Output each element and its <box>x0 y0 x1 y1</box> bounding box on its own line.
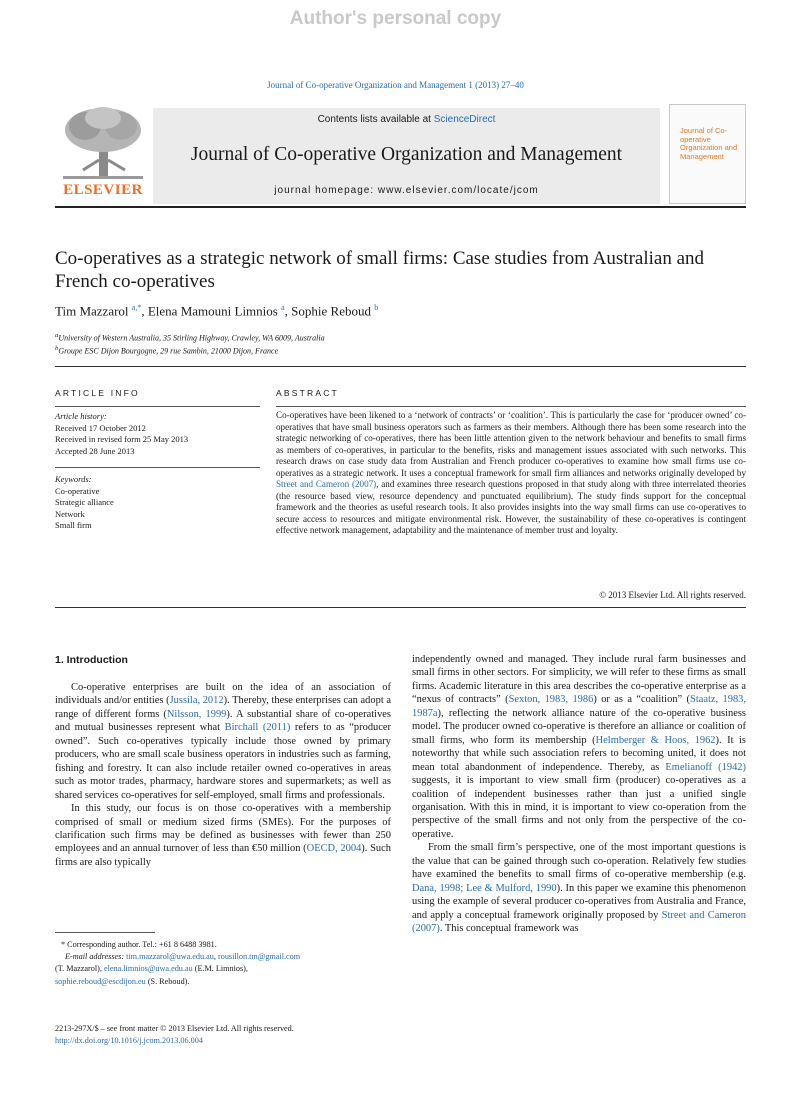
issn-line: 2213-297X/$ – see front matter © 2013 Elsevier Ltd. All rights reserved. <box>55 1024 294 1033</box>
citation-link[interactable]: Helmberger & Hoos, 1962 <box>595 734 716 746</box>
citation-link[interactable]: Dana, 1998; Lee & Mulford, 1990 <box>412 882 557 894</box>
email-label: E-mail addresses: <box>65 952 127 962</box>
keywords <box>55 474 114 532</box>
abstract-heading: ABSTRACT <box>276 388 339 398</box>
article-info-rule <box>55 467 260 468</box>
affiliation-mark: a <box>55 332 59 339</box>
footnote <box>55 939 391 988</box>
affiliation <box>55 332 325 343</box>
elsevier-tree-logo <box>55 104 151 204</box>
header-rule <box>55 206 746 208</box>
author-affiliation-mark[interactable]: b <box>374 303 379 312</box>
affiliation-text: Groupe ESC Dijon Bourgogne, 29 rue Sambin, 21000 Dijon, France <box>58 346 279 356</box>
author-note: (S. Reboud). <box>145 976 190 986</box>
history-label: Article history: <box>55 411 107 421</box>
article-title: Co-operatives as a strategic network of small firms: Case studies from Australian and French co-operatives <box>55 248 705 292</box>
text-run: ). Thereby, these enterprises can adopt a range of different forms ( <box>55 695 391 720</box>
email-link[interactable]: sophie.reboud@escdijon.eu <box>55 976 146 986</box>
author-affiliation-mark[interactable]: a,* <box>131 303 142 312</box>
keyword: Network <box>55 508 85 519</box>
paragraph <box>55 802 391 869</box>
corresponding-author-note: * Corresponding author. Tel.: +61 8 6488 3981. <box>61 940 217 949</box>
citation-link[interactable]: Emelianoff (1942) <box>665 761 746 773</box>
text-run: suggests, it is important to view small firm (producer) co-operatives as a coalition of independent businesses rather than just a unified single organisation. With this in mind, it is important to view co-operation from the perspective of the small firms and not only from the perspective of the co-operative. <box>412 775 746 840</box>
abstract-text <box>276 410 746 537</box>
text-run: ). Such firms are also typically <box>55 843 391 868</box>
citation-link[interactable]: Nilsson, 1999 <box>166 708 227 720</box>
body-column-left <box>55 681 391 869</box>
citation-link[interactable]: Street and Cameron (2007) <box>276 479 377 490</box>
journal-title: Journal of Co-operative Organization and Management <box>190 144 623 165</box>
author-name[interactable]: Tim Mazzarol <box>55 303 129 319</box>
contents-prefix: Contents lists available at <box>317 114 434 125</box>
footnote-rule <box>55 932 155 933</box>
author-note: (E.M. Limnios), <box>192 964 248 974</box>
text-run: . This conceptual framework was <box>439 923 579 935</box>
affiliation <box>55 345 278 356</box>
text-run: independently owned and managed. They include rural farm businesses and small firms in other sectors. For simplicity, we will refer to these firms as small firms. Academic literature in this area describes the co-operative enterprise as a “nexus of contracts” ( <box>412 654 746 706</box>
cover-title: Journal of Co-operative Organization and Management <box>680 126 738 161</box>
keyword: Small firm <box>55 520 92 530</box>
author-name[interactable]: Elena Mamouni Limnios <box>147 303 278 319</box>
paragraph <box>55 681 391 802</box>
text-run: ), reflecting the network alliance nature of the co-operative business model. The producer owned co-operative is therefore an alliance or coalition of small firms, who form its membership ( <box>412 707 746 746</box>
history-item: Received in revised form 25 May 2013 <box>55 434 189 444</box>
affiliation-mark: b <box>55 345 59 352</box>
paragraph <box>412 653 746 841</box>
article-history <box>55 411 188 457</box>
doi-link[interactable]: http://dx.doi.org/10.1016/j.jcom.2013.06.004 <box>55 1036 203 1045</box>
abstract-part: , and examines three research questions proposed in that study along with three interrelated theories (the resource based view, resource dependency and punctuated equilibrium). The study finds support for the conceptual framework and the theories as useful research tools. It also provides insights into the way small firms can use co-operatives to secure access to resources and mitigate environmental risk. However, the sustainability of these co-operatives is contingent effective network management, adaptability and the maintenance of member trust and loyalty. <box>276 479 746 536</box>
text-run: ). In this paper we examine this phenomenon using the example of several producer co-operatives from Australia and France, and apply a conceptual framework originally proposed by <box>412 882 746 921</box>
journal-reference-link[interactable]: Journal of Co-operative Organization and Management 1 (2013) 27–40 <box>267 80 524 90</box>
author-affiliation-mark[interactable]: a <box>281 303 285 312</box>
journal-homepage[interactable]: journal homepage: www.elsevier.com/locate/jcom <box>274 185 539 196</box>
email-link[interactable]: tim.mazzarol@uwa.edu.au <box>126 952 214 962</box>
body-column-right <box>412 653 746 936</box>
citation-link[interactable]: Street and Cameron (2007) <box>412 909 746 935</box>
separator: , <box>213 952 218 962</box>
front-matter <box>55 1023 391 1047</box>
author-note: (T. Mazzarol), <box>55 964 104 974</box>
sciencedirect-link[interactable]: ScienceDirect <box>433 114 496 125</box>
keyword: Strategic alliance <box>55 497 114 507</box>
keywords-label: Keywords: <box>55 474 92 484</box>
introduction-heading: 1. Introduction <box>55 654 128 666</box>
text-run: ). It is noteworthy that while such association refers to becoming united, it does not mean total abandonment of independence. Thereby, as <box>412 734 746 773</box>
journal-cover-thumbnail <box>669 104 746 204</box>
journal-banner <box>55 104 746 204</box>
tree-icon <box>55 104 151 184</box>
author-list: Tim Mazzarol $^{a,*}$, Elena Mamouni Limnios $^a$, Sophie Reboud $^b$ <box>55 303 379 319</box>
author-name[interactable]: Sophie Reboud <box>291 303 371 319</box>
article-info-rule <box>55 406 260 407</box>
abstract-part: Co-operatives have been likened to a ‘network of contracts’ or ‘coalition’. This is particularly the case for ‘producer owned’ co-operatives that have small business operators such as farmers as their members. Although there has been some research into the strategic networking of co-operatives, there has been little attention given to the network behaviour and benefits to small firms as members of co-operatives, in particular to the benefits, risks and management issues associated with such networks. This research draws on case study data from Australian and French producer co-operatives to examine how small firms use co-operatives as a strategic network. It uses a conceptual framework for small firm alliances and networks originally developed by <box>276 410 746 478</box>
text-run: In this study, our focus is on those co-operatives with a membership comprised of small or medium sized firms (SMEs). For the purposes of clarification such firms may be defined as businesses with fewer than 250 employees and an annual turnover of less than €50 million ( <box>55 803 391 855</box>
watermark: Author's personal copy <box>289 8 502 29</box>
affiliation-text: University of Western Australia, 35 Stirling Highway, Crawley, WA 6009, Australia <box>58 333 325 343</box>
journal-header-box <box>153 108 660 204</box>
email-link[interactable]: rousillon.tm@gmail.com <box>218 952 301 962</box>
text-run: ). A substantial share of co-operatives and mutual businesses represent what <box>55 708 391 734</box>
section-rule <box>55 607 746 608</box>
citation-link[interactable]: Jussila, 2012 <box>169 695 224 707</box>
copyright-notice: © 2013 Elsevier Ltd. All rights reserved. <box>599 590 746 600</box>
abstract-rule <box>276 406 746 407</box>
history-item: Received 17 October 2012 <box>55 422 146 433</box>
text-run: refers to as “producer owned”. Such co-operatives typically include those owned by primary producers, who are small scale business operators in industries such as farming, fishing and forestry. It can also include retailer owned co-operatives in areas such as motor trades, pharmacy, hardware stores and supermarkets; as well as shared services co-operatives for self-employed, small firms and professionals. <box>55 722 392 801</box>
paragraph <box>412 841 746 935</box>
text-run: Co-operative enterprises are built on the idea of an association of individuals and/or entities ( <box>55 682 391 707</box>
text-run: From the small firm’s perspective, one of the most important questions is the value that can be gained through such co-operation. Relatively few studies have examined the benefits to small firms of co-operative membership (e.g. <box>412 842 746 881</box>
keyword: Co-operative <box>55 485 100 496</box>
article-info-heading: ARTICLE INFO <box>55 388 140 398</box>
elsevier-logo-text: ELSEVIER <box>63 182 143 198</box>
email-link[interactable]: elena.limnios@uwa.edu.au <box>103 964 193 974</box>
citation-link[interactable]: OECD, 2004 <box>306 843 362 855</box>
citation-link[interactable]: Sexton, 1983, 1986 <box>508 694 594 706</box>
citation-link[interactable]: Staatz, 1983, 1987a <box>412 694 746 719</box>
section-rule <box>55 366 746 367</box>
citation-link[interactable]: Birchall (2011) <box>224 722 291 734</box>
text-run: ) or as a “coalition” ( <box>593 694 691 706</box>
history-item: Accepted 28 June 2013 <box>55 445 135 456</box>
contents-line <box>153 114 660 125</box>
